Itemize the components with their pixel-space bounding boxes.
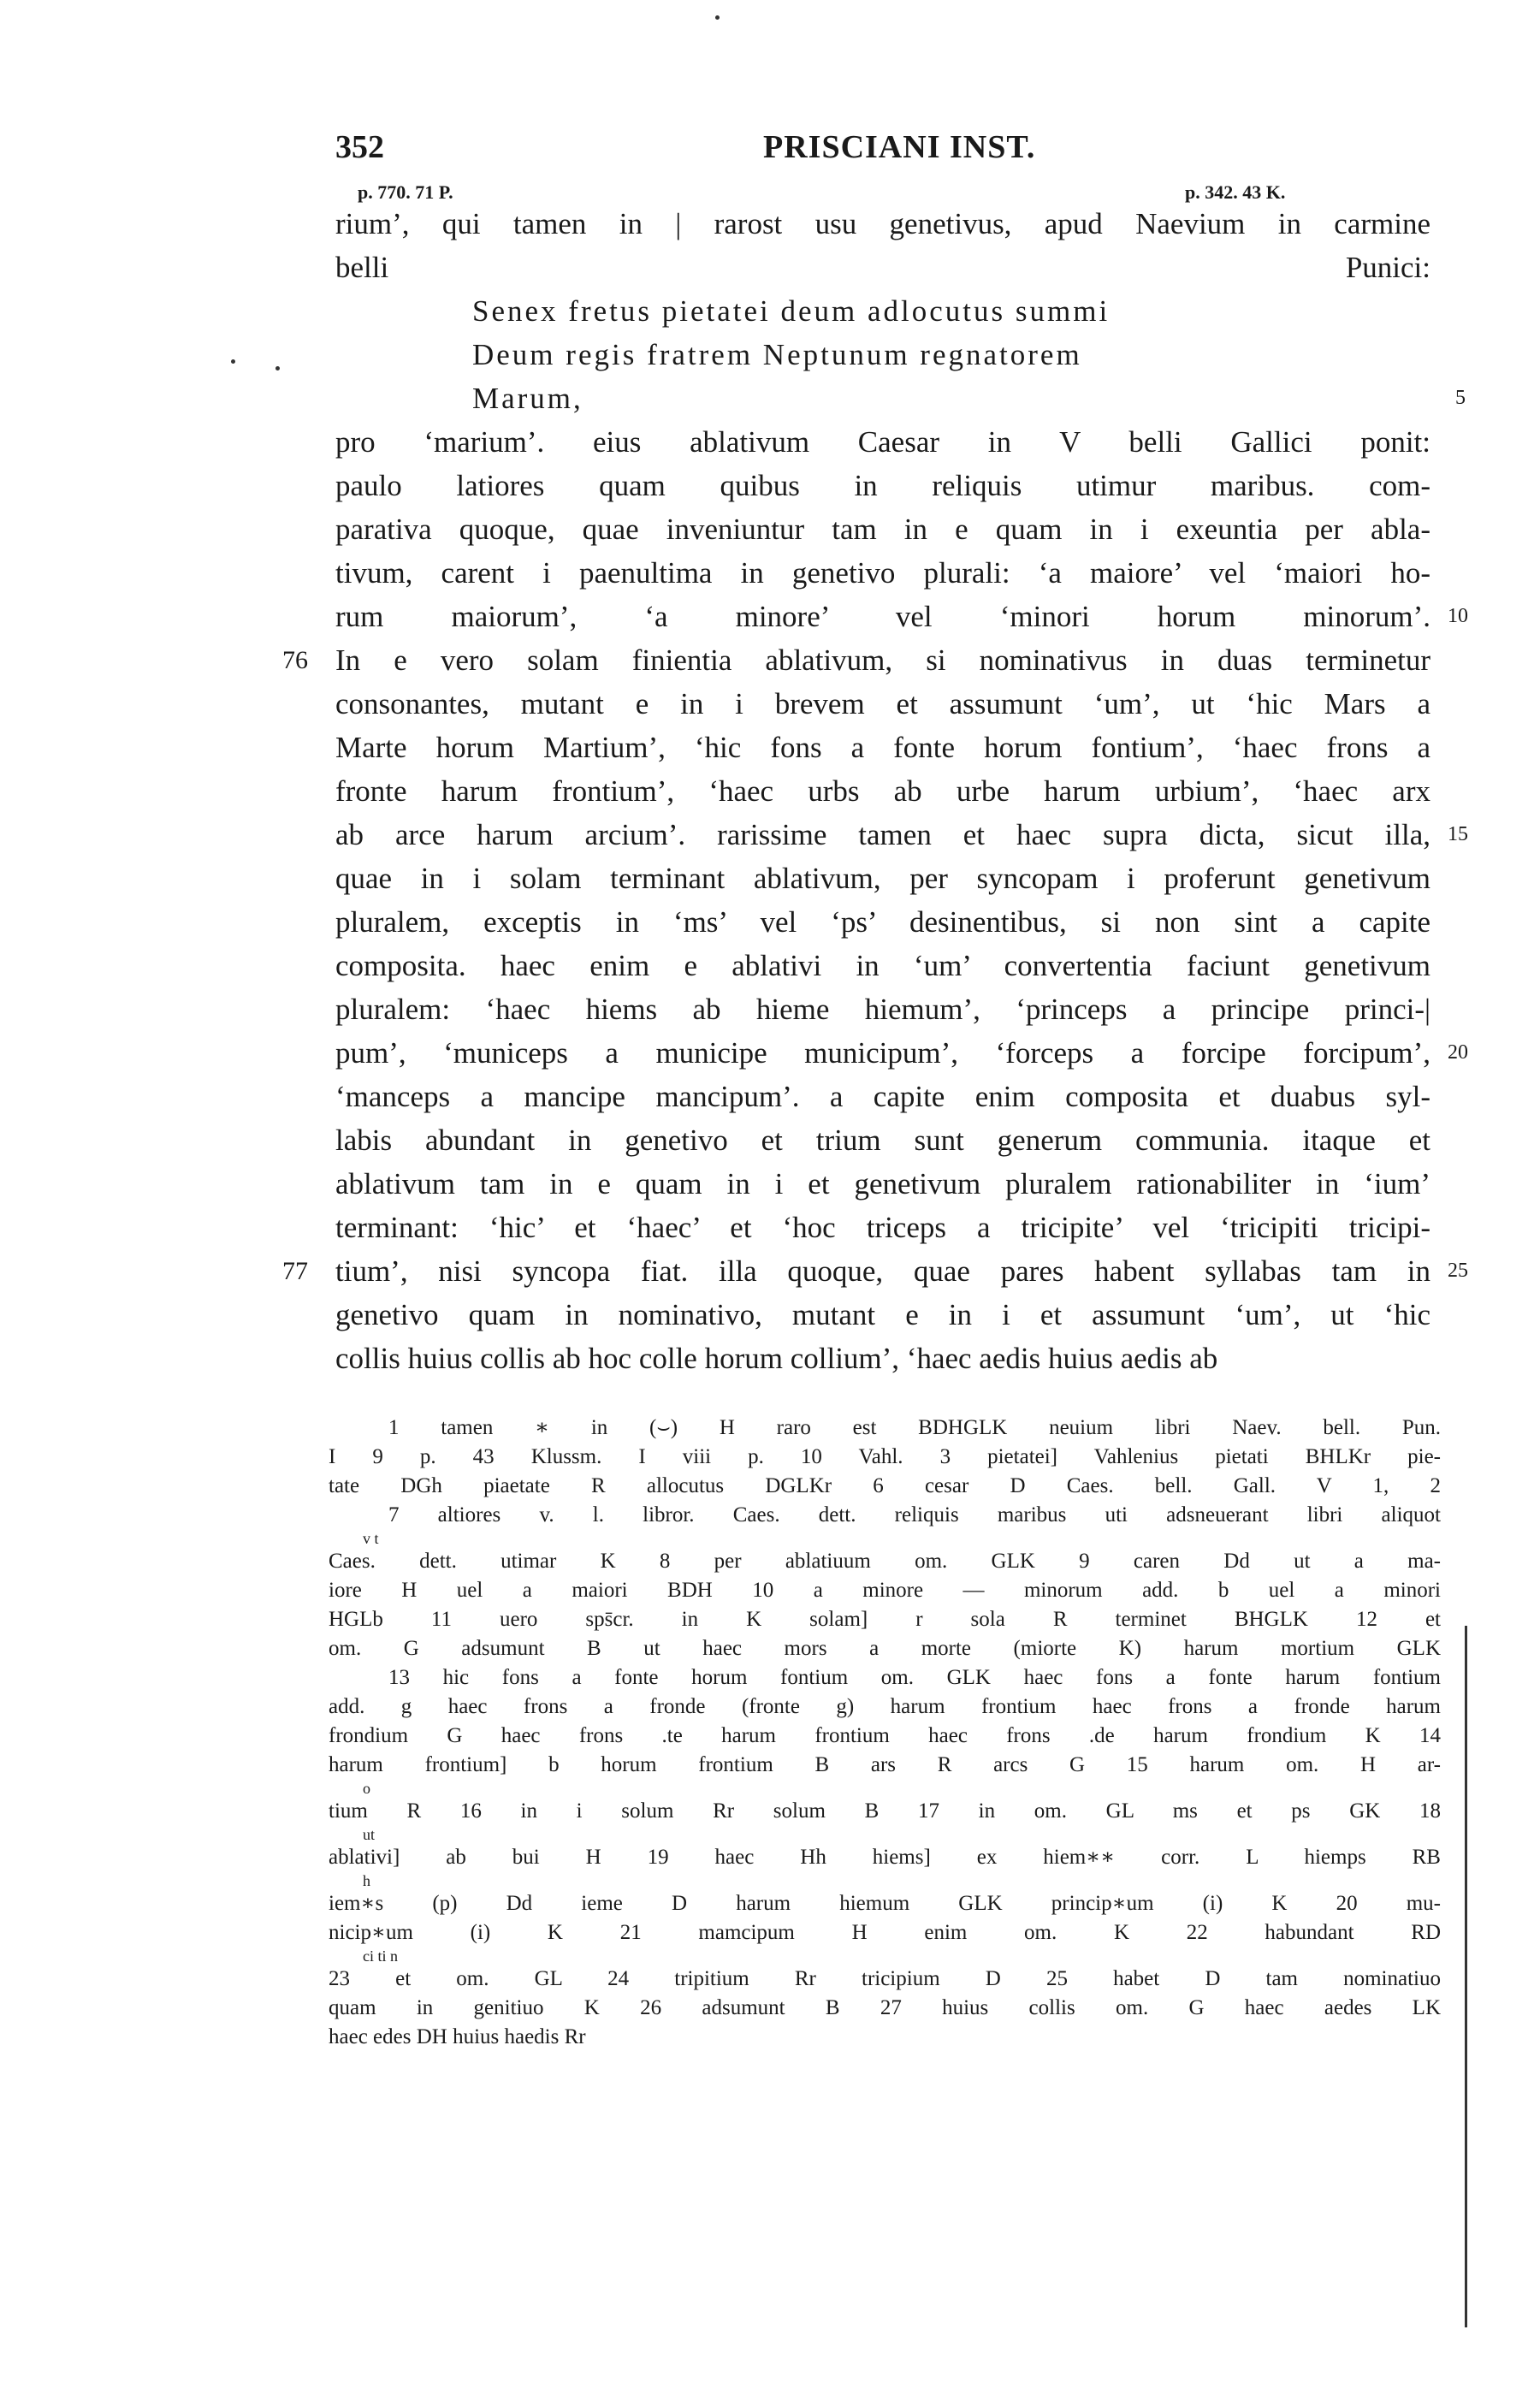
text-line bbox=[335, 1293, 1430, 1337]
line-text: ablativum tam in e quam in i et genetivum pluralem rationabiliter in ‘ium’ bbox=[335, 1167, 1430, 1200]
note-superscript-line bbox=[329, 1872, 1441, 1889]
note-line bbox=[329, 2023, 1441, 2052]
line-text: labis abundant in genetivo et trium sunt generum communia. itaque et bbox=[335, 1123, 1430, 1157]
text-line bbox=[335, 551, 1430, 595]
line-text: tium’, nisi syncopa fiat. illa quoque, quae pares habent syllabas tam in bbox=[335, 1254, 1430, 1288]
text-line bbox=[335, 1075, 1430, 1118]
note-text: o bbox=[363, 1780, 370, 1797]
text-line bbox=[335, 246, 1430, 289]
note-line bbox=[329, 1843, 1441, 1872]
text-line bbox=[335, 900, 1430, 944]
line-text: Marum, bbox=[472, 382, 583, 415]
note-superscript-line bbox=[329, 1826, 1441, 1843]
text-line bbox=[335, 507, 1430, 551]
note-line bbox=[329, 1663, 1441, 1692]
text-line bbox=[335, 769, 1430, 813]
line-text: quae in i solam terminant ablativum, per syncopam i proferunt genetivum bbox=[335, 862, 1430, 895]
text-line bbox=[335, 944, 1430, 987]
note-line bbox=[329, 1965, 1441, 1994]
text-line bbox=[335, 1337, 1430, 1380]
text-line bbox=[335, 1031, 1468, 1075]
text-line bbox=[335, 682, 1430, 726]
note-line bbox=[329, 1501, 1441, 1530]
text-line bbox=[282, 638, 1430, 682]
line-text: consonantes, mutant e in i brevem et assumunt ‘um’, ut ‘hic Mars a bbox=[335, 687, 1430, 720]
note-superscript-line bbox=[329, 1947, 1441, 1965]
line-text: Marte horum Martium’, ‘hic fons a fonte horum fontium’, ‘haec frons a bbox=[335, 731, 1430, 764]
line-text: tivum, carent i paenultima in genetivo plurali: ‘a maiore’ vel ‘maiori ho- bbox=[335, 556, 1430, 590]
note-line bbox=[329, 1722, 1441, 1751]
main-text bbox=[282, 202, 1468, 1380]
line-text: ‘manceps a mancipe mancipum’. a capite enim composita et duabus syl- bbox=[335, 1080, 1430, 1113]
note-line bbox=[329, 1797, 1441, 1826]
line-text: terminant: ‘hic’ et ‘haec’ et ‘hoc triceps a tricipite’ vel ‘tricipiti tricipi- bbox=[335, 1211, 1430, 1244]
line-text: composita. haec enim e ablativi in ‘um’ convertentia faciunt genetivum bbox=[335, 949, 1430, 982]
note-text: haec edes DH huius haedis Rr bbox=[329, 2025, 586, 2048]
line-number: 20 bbox=[1448, 1041, 1468, 1064]
text-line bbox=[335, 813, 1468, 857]
note-text: iem∗s (p) Dd ieme D harum hiemum GLK princip∗um (i) K 20 mu- bbox=[329, 1892, 1441, 1915]
edition-reference-right: p. 342. 43 K. bbox=[1185, 181, 1286, 203]
text-line bbox=[335, 1162, 1430, 1206]
verse-line bbox=[335, 289, 1430, 333]
scan-speck bbox=[275, 366, 280, 371]
line-text: pluralem, exceptis in ‘ms’ vel ‘ps’ desinentibus, si non sint a capite bbox=[335, 905, 1430, 939]
note-text: I 9 p. 43 Klussm. I viii p. 10 Vahl. 3 pietatei] Vahlenius pietati BHLKr pie- bbox=[329, 1445, 1441, 1468]
note-line bbox=[329, 1751, 1441, 1780]
verse-line bbox=[335, 376, 1468, 420]
note-text: h bbox=[363, 1872, 370, 1889]
note-text: ut bbox=[363, 1826, 376, 1843]
note-text: 13 hic fons a fonte horum fontium om. GLK haec fons a fonte harum fontium bbox=[388, 1666, 1441, 1689]
line-text: belli Punici: bbox=[335, 251, 1430, 284]
text-line bbox=[335, 987, 1430, 1031]
note-superscript-line bbox=[329, 1780, 1441, 1797]
verse-line bbox=[335, 333, 1430, 376]
line-number: 5 bbox=[1455, 387, 1468, 409]
page-number: 352 bbox=[335, 129, 384, 165]
line-text: collis huius collis ab hoc colle horum collium’, ‘haec aedis huius aedis ab bbox=[335, 1342, 1218, 1375]
margin-scan-mark bbox=[1465, 1626, 1467, 2327]
line-text: genetivo quam in nominativo, mutant e in i et assumunt ‘um’, ut ‘hic bbox=[335, 1298, 1430, 1331]
scan-speck bbox=[231, 359, 235, 364]
text-line bbox=[335, 857, 1430, 900]
edition-reference-left: p. 770. 71 P. bbox=[358, 181, 453, 203]
note-text: quam in genitiuo K 26 adsumunt B 27 huius collis om. G haec aedes LK bbox=[329, 1996, 1441, 2019]
note-text: iore H uel a maiori BDH 10 a minore — minorum add. b uel a minori bbox=[329, 1579, 1441, 1602]
text-line bbox=[335, 464, 1430, 507]
text-line bbox=[335, 1118, 1430, 1162]
note-line bbox=[329, 1918, 1441, 1947]
note-line bbox=[329, 1547, 1441, 1576]
line-text: Deum regis fratrem Neptunum regnatorem bbox=[472, 338, 1082, 371]
note-line bbox=[329, 1576, 1441, 1605]
line-text: rium’, qui tamen in | rarost usu genetivus, apud Naevium in carmine bbox=[335, 207, 1430, 240]
line-number: 10 bbox=[1448, 605, 1468, 627]
line-text: parativa quoque, quae inveniuntur tam in e quam in i exeuntia per abla- bbox=[335, 513, 1430, 546]
note-text: ablativi] ab bui H 19 haec Hh hiems] ex hiem∗∗ corr. L hiemps RB bbox=[329, 1846, 1441, 1869]
note-line bbox=[329, 1605, 1441, 1634]
text-line bbox=[335, 595, 1468, 638]
note-text: nicip∗um (i) K 21 mamcipum H enim om. K 22 habundant RD bbox=[329, 1921, 1441, 1944]
note-text: tium R 16 in i solum Rr solum B 17 in om. GL ms et ps GK 18 bbox=[329, 1799, 1441, 1823]
note-text: ci ti n bbox=[363, 1947, 398, 1965]
text-line bbox=[335, 420, 1430, 464]
note-line bbox=[329, 1692, 1441, 1722]
line-text: rum maiorum’, ‘a minore’ vel ‘minori horum minorum’. bbox=[335, 600, 1430, 633]
note-line bbox=[329, 1414, 1441, 1443]
line-text: pum’, ‘municeps a municipe municipum’, ‘forceps a forcipe forcipum’, bbox=[335, 1036, 1430, 1070]
line-text: In e vero solam finientia ablativum, si nominativus in duas terminetur bbox=[335, 643, 1430, 677]
text-line bbox=[282, 1249, 1468, 1293]
line-number: 25 bbox=[1448, 1260, 1468, 1282]
note-text: harum frontium] b horum frontium B ars R arcs G 15 harum om. H ar- bbox=[329, 1753, 1441, 1776]
note-text: Caes. dett. utimar K 8 per ablatiuum om. GLK 9 caren Dd ut a ma- bbox=[329, 1550, 1441, 1573]
note-text: 7 altiores v. l. libror. Caes. dett. reliquis maribus uti adsneuerant libri aliquot bbox=[388, 1503, 1441, 1526]
line-text: pro ‘marium’. eius ablativum Caesar in V belli Gallici ponit: bbox=[335, 425, 1430, 459]
note-text: tate DGh piaetate R allocutus DGLKr 6 cesar D Caes. bell. Gall. V 1, 2 bbox=[329, 1474, 1441, 1497]
note-line bbox=[329, 1443, 1441, 1472]
note-text: HGLb 11 uero sps̄cr. in K solam] r sola R terminet BHGLK 12 et bbox=[329, 1608, 1441, 1631]
critical-apparatus bbox=[329, 1414, 1441, 2052]
line-text: paulo latiores quam quibus in reliquis utimur maribus. com- bbox=[335, 469, 1430, 502]
text-line bbox=[335, 726, 1430, 769]
note-text: om. G adsumunt B ut haec mors a morte (miorte K) harum mortium GLK bbox=[329, 1637, 1441, 1660]
text-line bbox=[335, 1206, 1430, 1249]
line-text: pluralem: ‘haec hiems ab hieme hiemum’, ‘princeps a principe princi-| bbox=[335, 993, 1430, 1026]
scan-speck bbox=[715, 15, 720, 20]
note-line bbox=[329, 1634, 1441, 1663]
running-title: PRISCIANI INST. bbox=[763, 129, 1036, 165]
note-line bbox=[329, 1472, 1441, 1501]
note-text: add. g haec frons a fronde (fronte g) harum frontium haec frons a fronde harum bbox=[329, 1695, 1441, 1718]
line-text: ab arce harum arcium’. rarissime tamen et haec supra dicta, sicut illa, bbox=[335, 818, 1430, 851]
text-line bbox=[335, 202, 1430, 246]
note-text: 1 tamen ∗ in (⌣) H raro est BDHGLK neuium libri Naev. bell. Pun. bbox=[388, 1416, 1441, 1439]
running-header bbox=[335, 128, 1430, 171]
note-line bbox=[329, 1889, 1441, 1918]
note-line bbox=[329, 1994, 1441, 2023]
line-text: Senex fretus pietatei deum adlocutus summi bbox=[472, 294, 1111, 328]
section-number: 77 bbox=[282, 1257, 308, 1285]
line-text: fronte harum frontium’, ‘haec urbs ab urbe harum urbium’, ‘haec arx bbox=[335, 774, 1430, 808]
section-number: 76 bbox=[282, 646, 308, 674]
note-superscript-line bbox=[329, 1530, 1441, 1547]
line-number: 15 bbox=[1448, 823, 1468, 845]
note-text: 23 et om. GL 24 tripitium Rr tricipium D 25 habet D tam nominatiuo bbox=[329, 1967, 1441, 1990]
note-text: frondium G haec frons .te harum frontium haec frons .de harum frondium K 14 bbox=[329, 1724, 1441, 1747]
note-text: v t bbox=[363, 1530, 379, 1547]
